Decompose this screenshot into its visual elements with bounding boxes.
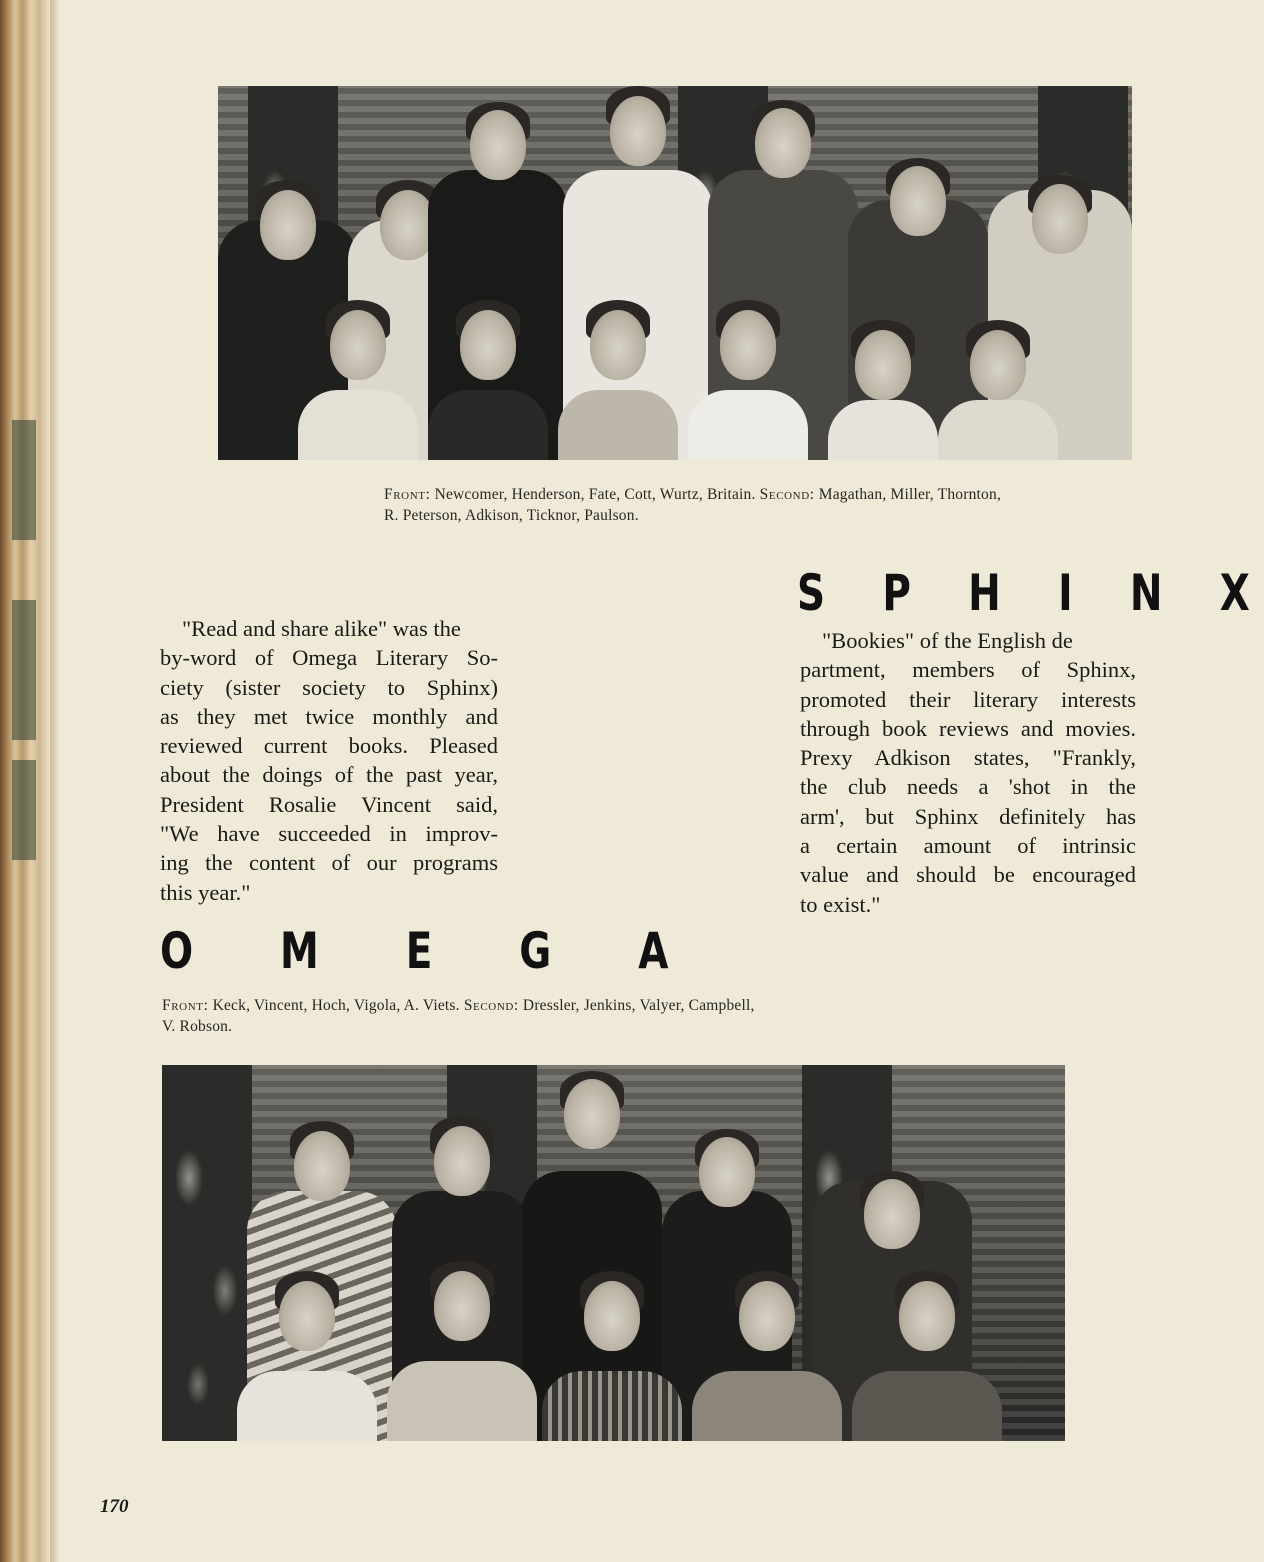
caption-second-names-cont: R. Peterson, Adkison, Ticknor, Paulson. xyxy=(384,507,639,524)
body-line: value and should be encouraged xyxy=(800,862,1136,888)
body-line: President Rosalie Vincent said, xyxy=(160,791,498,817)
caption-second-names: Magathan, Miller, Thornton, xyxy=(818,486,1002,503)
body-line: this year." xyxy=(160,879,251,905)
omega-group-photo xyxy=(162,1065,1065,1441)
body-line: about the doings of the past year, xyxy=(160,762,498,788)
caption-front-label: Front: xyxy=(384,486,431,503)
caption-front-names: Keck, Vincent, Hoch, Vigola, A. Viets. xyxy=(212,997,460,1014)
page-edge xyxy=(50,0,60,1562)
body-line: through book reviews and movies. xyxy=(800,715,1136,741)
body-line: Prexy Adkison states, "Frankly, xyxy=(800,745,1136,771)
body-line: partment, members of Sphinx, xyxy=(800,657,1136,683)
sphinx-body xyxy=(800,626,1136,919)
body-line: promoted their literary interests xyxy=(800,686,1136,712)
caption-front-names: Newcomer, Henderson, Fate, Cott, Wurtz, Britain. xyxy=(434,486,756,503)
body-line: "We have succeeded in improv- xyxy=(160,821,498,847)
body-line: arm', but Sphinx definitely has xyxy=(800,803,1136,829)
body-line: a certain amount of intrinsic xyxy=(800,833,1136,859)
omega-caption xyxy=(162,995,922,1037)
body-line: "Read and share alike" was the xyxy=(182,616,461,641)
sphinx-heading: S P H I N X xyxy=(797,564,1264,622)
body-line: by-word of Omega Literary So- xyxy=(160,645,498,671)
body-line: the club needs a 'shot in the xyxy=(800,774,1136,800)
caption-second-names-cont: V. Robson. xyxy=(162,1018,233,1035)
body-line: ciety (sister society to Sphinx) xyxy=(160,674,498,700)
body-line: ing the content of our programs xyxy=(160,850,498,876)
page-number: 170 xyxy=(100,1496,129,1517)
sphinx-group-photo xyxy=(218,86,1132,460)
caption-second-label: Second: xyxy=(759,486,815,503)
omega-heading: O M E G A xyxy=(160,922,692,980)
body-line: "Bookies" of the English de xyxy=(822,628,1073,653)
body-line: to exist." xyxy=(800,891,881,917)
caption-second-names: Dressler, Jenkins, Valyer, Campbell, xyxy=(522,997,755,1014)
caption-second-label: Second: xyxy=(463,997,519,1014)
body-line: reviewed current books. Pleased xyxy=(160,733,498,759)
caption-front-label: Front: xyxy=(162,997,209,1014)
omega-body xyxy=(160,614,498,907)
book-binding xyxy=(0,0,50,1562)
body-line: as they met twice monthly and xyxy=(160,703,498,729)
sphinx-caption xyxy=(384,484,1144,526)
